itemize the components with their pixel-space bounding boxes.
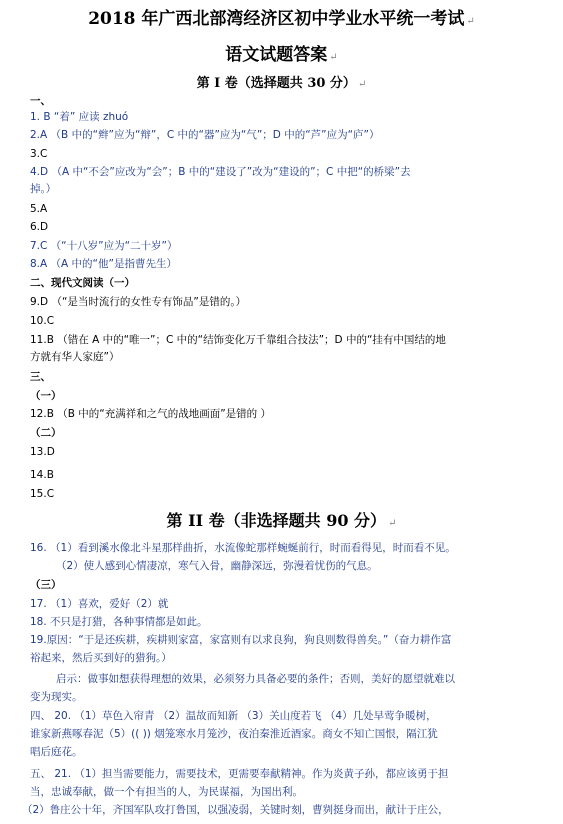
line-text: 9.D （“是当时流行的女性专有饰品”是错的。） [30, 296, 247, 308]
paragraph-mark-icon: ↵ [329, 52, 338, 63]
line-text: 12.B （B 中的“充满祥和之气的战地画面”是错的 ） [30, 408, 271, 420]
part-one-heading [0, 72, 563, 91]
answer-line [30, 220, 555, 234]
line-text: 3.C [30, 148, 48, 160]
answer-line [30, 785, 555, 799]
answer-line [56, 559, 563, 573]
answer-line [30, 407, 555, 421]
answer-line [30, 615, 555, 629]
part-one-heading-text: 第 I 卷（选择题共 30 分） [196, 76, 356, 91]
line-text: （三） [30, 579, 62, 591]
line-text: 2.A （B 中的“辫”应为“辩”，C 中的“器”应为“气”；D 中的“芦”应为“庐”） [30, 129, 380, 141]
section-heading [30, 389, 555, 403]
paragraph-mark-icon: ↵ [388, 518, 397, 529]
line-text: 16. （1）看到溪水像北斗星那样曲折，水流像蛇那样蜿蜒前行，时而看得见，时而看不见。 [30, 542, 456, 554]
line-text: （一） [30, 390, 62, 402]
line-text: 当，忠诚奉献，做一个有担当的人，为民谋福，为国出利。 [30, 786, 303, 798]
line-text: 掉。） [30, 183, 57, 195]
answer-line [30, 745, 555, 759]
answer-line [22, 803, 547, 817]
line-text: 13.D [30, 446, 55, 458]
line-text: 唱后庭花。 [30, 746, 83, 758]
section-heading [30, 426, 555, 440]
line-text: 三、 [30, 371, 51, 383]
paragraph-mark-icon: ↵ [466, 16, 475, 27]
answer-line [56, 672, 563, 686]
answer-line [30, 651, 555, 665]
line-text: 变为现实。 [30, 691, 83, 703]
line-text: 二、现代文阅读（一） [30, 277, 135, 289]
line-text: （2）使人感到心情凄凉，寒气入骨，幽静深远，弥漫着忧伤的气息。 [56, 560, 378, 572]
subject-title [0, 40, 563, 65]
part-two-heading [0, 508, 563, 531]
line-text: 4.D （A 中“不会”应改为“会”；B 中的“建设了”改为“建设的”；C 中把“的桥梁”去 [30, 166, 411, 178]
answer-line [30, 350, 555, 364]
line-text: 方就有华人家庭”） [30, 351, 120, 363]
answer-line [30, 333, 555, 347]
line-text: （二） [30, 427, 62, 439]
answer-line [30, 767, 555, 781]
line-text: 10.C [30, 315, 55, 327]
line-text: 8.A （A 中的“他”是指曹先生） [30, 258, 177, 270]
line-text: 5.A [30, 203, 48, 215]
line-text: 18. 不只是打猎，各种事情都是如此。 [30, 616, 208, 628]
answer-line [30, 690, 555, 704]
answer-line [30, 727, 555, 741]
line-text: 7.C （“十八岁”应为“二十岁”） [30, 240, 178, 252]
answer-line [30, 541, 555, 555]
answer-line [30, 128, 555, 142]
answer-line [30, 468, 555, 482]
line-text: 一、 [30, 95, 51, 107]
answer-line [30, 257, 555, 271]
line-text: 19.原因：“于是还疾耕，疾耕则家富，家富则有以求良狗，狗良则数得兽矣。”（奋力耕作富 [30, 634, 452, 646]
section-heading [30, 370, 555, 384]
section-heading [30, 578, 555, 592]
answer-line [30, 709, 555, 723]
part-two-heading-text: 第 II 卷（非选择题共 90 分） [166, 511, 387, 530]
line-text: 谁家新燕啄春泥（5）(( )) 烟笼寒水月笼沙，夜泊秦淮近酒家。商女不知亡国恨，隔江犹 [30, 728, 438, 740]
answer-line [30, 597, 555, 611]
section-heading [30, 94, 555, 108]
answer-line [30, 487, 555, 501]
line-text: 15.C [30, 488, 55, 500]
answer-line [30, 633, 555, 647]
exam-title [0, 4, 563, 29]
line-text: 14.B [30, 469, 54, 481]
line-text: 17. （1）喜欢，爱好（2）就 [30, 598, 169, 610]
line-text: 11.B （错在 A 中的“唯一”；C 中的“结饰变化万千靠组合技法”；D 中的“挂有中国结的地 [30, 334, 446, 346]
line-text: 6.D [30, 221, 49, 233]
answer-line [30, 182, 555, 196]
answer-line [30, 295, 555, 309]
exam-title-text: 2018 年广西北部湾经济区初中学业水平统一考试 [88, 9, 465, 29]
line-text: 1. B “着” 应读 zhuó [30, 111, 129, 123]
line-text: 四、 20. （1）草色入帘青 （2）温故而知新 （3）关山度若飞 （4）几处早莺争暖树， [30, 710, 437, 722]
line-text: 裕起来，然后买到好的猎狗。） [30, 652, 172, 664]
answer-line [30, 110, 555, 124]
subject-title-text: 语文试题答案 [225, 45, 328, 65]
answer-line [30, 445, 555, 459]
answer-line [30, 239, 555, 253]
line-text: 五、 21. （1）担当需要能力，需要技术，更需要奉献精神。作为炎黄子孙，都应该勇于担 [30, 768, 449, 780]
line-text: 启示：做事如想获得理想的效果，必须努力具备必要的条件；否则，美好的愿望就难以 [56, 673, 455, 685]
answer-line [30, 165, 555, 179]
answer-line [30, 314, 555, 328]
line-text: （2）鲁庄公十年，齐国军队攻打鲁国，以强凌弱，关键时刻，曹刿挺身而出，献计于庄公， [22, 804, 449, 816]
answer-line [30, 202, 555, 216]
section-heading [30, 276, 555, 290]
answer-line [30, 147, 555, 161]
paragraph-mark-icon: ↵ [357, 79, 367, 90]
